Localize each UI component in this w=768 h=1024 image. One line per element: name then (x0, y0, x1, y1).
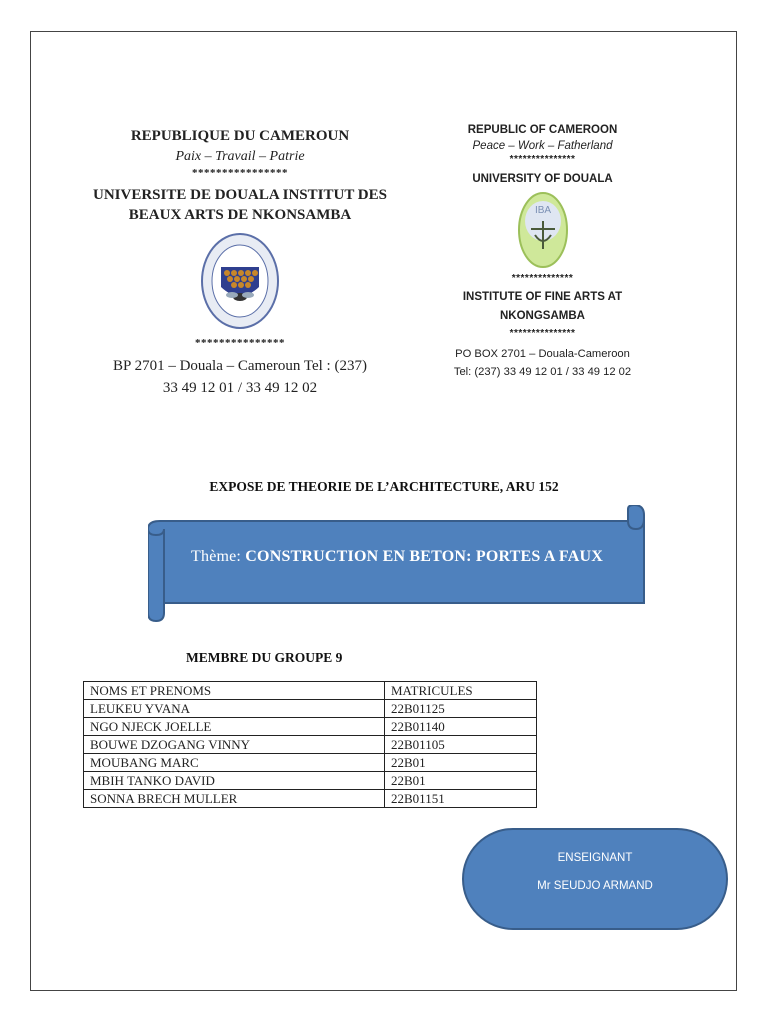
table-row (84, 754, 537, 772)
member-matricule: 22B01105 (385, 736, 537, 754)
contact-fr-line2: 33 49 12 01 / 33 49 12 02 (162, 380, 318, 396)
teacher-badge-text (462, 852, 728, 892)
left-header (80, 126, 400, 399)
country-en: REPUBLIC OF CAMEROON (467, 124, 618, 136)
motto-fr: Paix – Travail – Patrie (175, 149, 305, 164)
teacher-name: Mr SEUDJO ARMAND (537, 880, 653, 892)
stars-divider: **************** (192, 167, 288, 179)
contact-en-line2: Tel: (237) 33 49 12 01 / 33 49 12 02 (453, 366, 632, 378)
table-row (84, 790, 537, 808)
stars-divider-bottom: *************** (509, 328, 576, 339)
motto-en: Peace – Work – Fatherland (472, 140, 613, 152)
iba-logo (517, 191, 569, 269)
stars-divider-bottom: *************** (195, 337, 285, 349)
contact-fr (80, 355, 400, 399)
teacher-role: ENSEIGNANT (557, 852, 633, 864)
contact-en (430, 345, 655, 381)
member-name: LEUKEU YVANA (84, 700, 385, 718)
member-matricule: 22B01 (385, 772, 537, 790)
iba-logo-text: IBA (534, 205, 551, 216)
member-name: BOUWE DZOGANG VINNY (84, 736, 385, 754)
institute-name-line2: NKONGSAMBA (500, 310, 585, 322)
member-matricule: 22B01151 (385, 790, 537, 808)
table-row (84, 736, 537, 754)
theme-label: Thème: (191, 548, 246, 565)
institute-name-en (430, 288, 655, 326)
university-name-line2: BEAUX ARTS DE NKONSAMBA (128, 207, 352, 223)
university-name-line1: UNIVERSITE DE DOUALA INSTITUT DES (93, 187, 387, 203)
contact-en-line1: PO BOX 2701 – Douala-Cameroon (455, 348, 630, 360)
column-header-matricule: MATRICULES (385, 682, 537, 700)
university-name-fr (80, 185, 400, 225)
member-name: NGO NJECK JOELLE (84, 718, 385, 736)
members-table (83, 681, 537, 808)
member-name: MBIH TANKO DAVID (84, 772, 385, 790)
stars-divider-middle: ************** (511, 273, 574, 284)
member-matricule: 22B01140 (385, 718, 537, 736)
expose-title: EXPOSE DE THEORIE DE L’ARCHITECTURE, ARU 152 (209, 479, 559, 494)
contact-fr-line1: BP 2701 – Douala – Cameroun Tel : (237) (113, 358, 367, 374)
member-matricule: 22B01 (385, 754, 537, 772)
table-row (84, 772, 537, 790)
member-matricule: 22B01125 (385, 700, 537, 718)
table-header-row (84, 682, 537, 700)
member-name: MOUBANG MARC (84, 754, 385, 772)
member-name: SONNA BRECH MULLER (84, 790, 385, 808)
university-name-en: UNIVERSITY OF DOUALA (472, 173, 613, 185)
right-header (430, 124, 655, 381)
country-fr: REPUBLIQUE DU CAMEROUN (130, 128, 350, 144)
table-row (84, 700, 537, 718)
theme-value: CONSTRUCTION EN BETON: PORTES A FAUX (245, 548, 603, 565)
column-header-name: NOMS ET PRENOMS (84, 682, 385, 700)
institute-name-line1: INSTITUTE OF FINE ARTS AT (462, 291, 623, 303)
university-of-douala-logo (199, 231, 281, 331)
stars-divider: *************** (509, 154, 576, 165)
table-row (84, 718, 537, 736)
group-title: MEMBRE DU GROUPE 9 (186, 650, 343, 665)
theme-banner-text (148, 548, 646, 566)
